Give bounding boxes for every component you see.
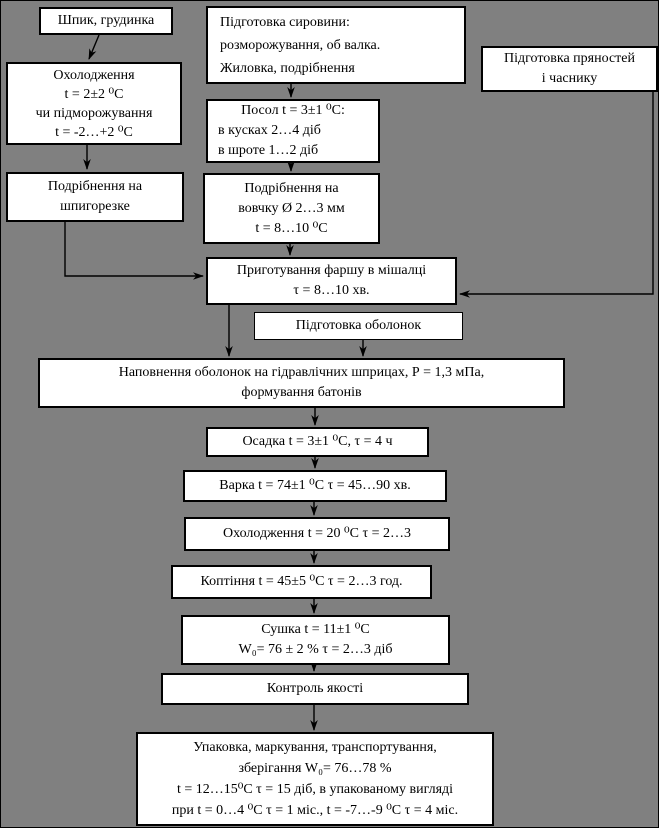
node-text: формування батонів [241, 385, 362, 400]
node-pidhotovka-pryanoshchiv [481, 46, 658, 92]
node-text: Охолодження [53, 67, 135, 83]
node-osadka [206, 427, 429, 457]
node-text: в кусках 2…4 діб [218, 123, 321, 138]
node-text: Подрібнення на [244, 180, 339, 196]
node-text: Осадка t = 3±1 ⁰С, τ = 4 ч [242, 434, 393, 449]
node-text: Контроль якості [266, 681, 364, 696]
node-kontrol-yakosti [161, 673, 469, 705]
node-text: Приготування фаршу в мішалці [236, 263, 427, 278]
node-podribnennya-shpyhorizka [6, 172, 184, 222]
node-posol [206, 99, 380, 163]
node-upakovka [136, 732, 494, 826]
node-napovnennya-obolonok [38, 358, 565, 408]
node-text: Коптіння t = 45±5 ⁰С τ = 2…3 год. [200, 574, 403, 589]
node-sushka [181, 615, 450, 665]
node-text: τ = 8…10 хв. [293, 283, 370, 298]
node-pidhotovka-syrovyny [206, 6, 466, 84]
node-text: чи підморожування [35, 105, 153, 121]
node-text: Жиловка, подрібнення [220, 60, 355, 76]
node-text: Підготовка пряностей [504, 51, 635, 66]
node-okholodzhennya-1 [6, 62, 182, 145]
arrow-shpyhorizka-to-farsh [65, 222, 203, 276]
node-shpik [39, 7, 173, 35]
node-text: Шпик, грудинка [57, 13, 155, 28]
node-pryhotuvannya-farshu [206, 257, 457, 305]
node-text: Сушка t = 11±1 ⁰С [261, 622, 370, 637]
node-text: Подрібнення на [47, 179, 143, 194]
node-podribnennya-vovchok [203, 173, 380, 244]
node-text: зберігання W₀= 76…78 % [238, 761, 392, 776]
node-text: Підготовка оболонок [295, 318, 422, 333]
arrow-pryanoshchi-to-farsh [460, 92, 653, 294]
node-text: і часнику [541, 71, 598, 86]
node-text: Підготовка сировини: [220, 14, 350, 30]
node-pidhotovka-obolonok [254, 312, 463, 340]
node-text: t = 8…10 ⁰С [255, 220, 328, 236]
arrow-shpik-to-okholodzhennya1 [89, 35, 99, 59]
node-text: t = 12…15⁰С τ = 15 діб, в упакованому вигляді [176, 782, 454, 797]
node-okholodzhennya-2 [184, 517, 450, 551]
node-text: Посол t = 3±1 ⁰С: [241, 103, 345, 118]
node-text: розморожування, об валка. [220, 37, 381, 53]
node-text: Наповнення оболонок на гідравлічних шприцах, Р = 1,3 мПа, [118, 365, 485, 380]
node-text: Упаковка, маркування, транспортування, [193, 740, 437, 755]
node-varka [183, 470, 447, 502]
node-text: W₀= 76 ± 2 % τ = 2…3 діб [238, 642, 393, 657]
node-text: шпигорезке [60, 199, 130, 214]
node-koptinnya [171, 565, 432, 599]
node-text: Охолодження t = 20 ⁰С τ = 2…3 [223, 526, 411, 541]
node-text: t = 2±2 ⁰С [64, 86, 124, 102]
node-text: вовчку Ø 2…3 мм [238, 200, 345, 216]
node-text: Варка t = 74±1 ⁰С τ = 45…90 хв. [219, 478, 411, 493]
node-text: при t = 0…4 ⁰С τ = 1 міс., t = -7…-9 ⁰С τ = 4 міс. [171, 803, 459, 818]
node-text: в шроте 1…2 діб [218, 143, 319, 158]
node-text: t = -2…+2 ⁰С [55, 124, 133, 140]
